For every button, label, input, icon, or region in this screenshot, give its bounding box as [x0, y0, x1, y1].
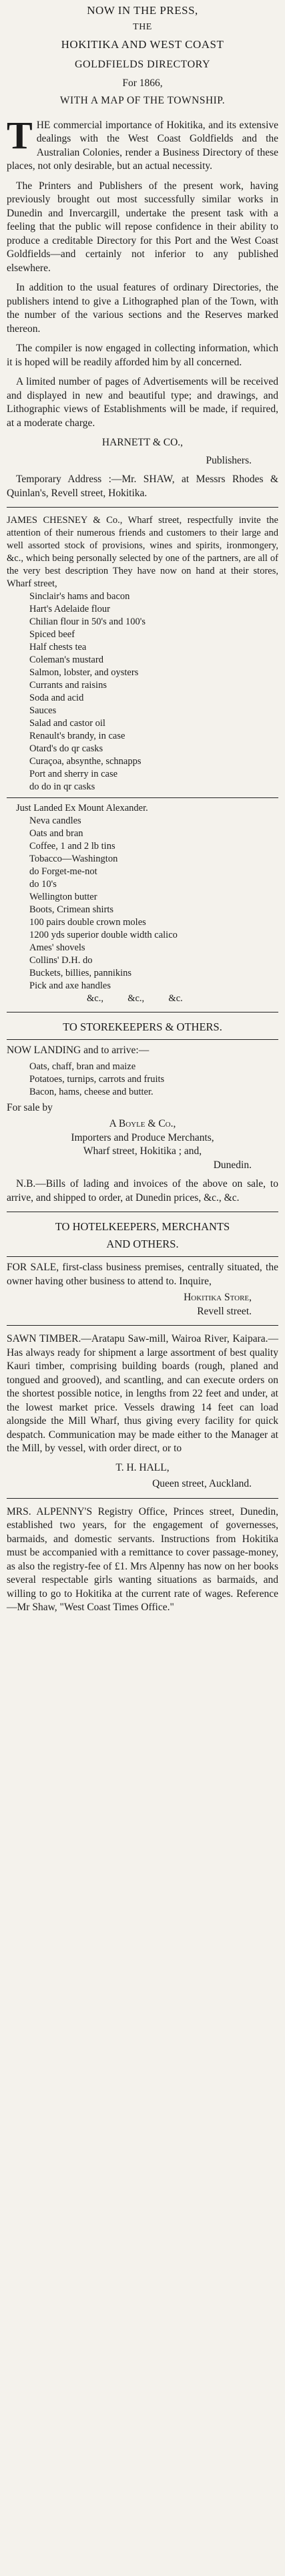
landed-item: Oats and bran: [29, 828, 83, 839]
landed-item: Coffee, 1 and 2 lb tins: [29, 841, 115, 852]
chesney-landed-list: [29, 815, 278, 992]
landed-item: Boots, Crimean shirts: [29, 904, 114, 915]
publisher-role: Publishers.: [206, 454, 252, 466]
temporary-address: Temporary Address :—Mr. SHAW, at Messrs Rhodes & Quinlan's, Revell street, Hokitika.: [7, 474, 278, 499]
landed-item: do 10's: [29, 879, 57, 890]
directory-advertisement: [7, 3, 278, 500]
landed-item: do Forget-me-not: [29, 866, 97, 877]
timber-advertisement: [7, 1332, 278, 1491]
landed-item: 1200 yds superior double width calico: [29, 930, 178, 940]
landed-item: Neva candles: [29, 815, 81, 826]
stock-item: Chilian flour in 50's and 100's: [29, 616, 146, 627]
stock-item: Otard's do qr casks: [29, 743, 103, 754]
et-cetera: &c., &c., &c.: [87, 993, 183, 1004]
produce-item: Potatoes, turnips, carrots and fruits: [29, 1073, 165, 1085]
stock-item: Half chests tea: [29, 642, 87, 653]
directory-paragraph-5: A limited number of pages of Advertisements will be received and displayed in new and beautiful type; and drawings, and Lithographic views of Establishments will be made, if required, at a moderate charge.: [7, 376, 278, 429]
hotelkeepers-advertisement: [7, 1219, 278, 1318]
storekeepers-heading: TO STOREKEEPERS & OTHERS.: [63, 1021, 222, 1033]
stock-item: Soda and acid: [29, 693, 84, 703]
directory-paragraph-1: [7, 113, 278, 174]
directory-paragraph-2: The Printers and Publishers of the present work, having previously brought out most successfully similar works in Dunedin and Invercargill, undertake the present task with a feeling that the public will repose confidence in their ability to produce a creditable Directory for this Port and the West Coast Goldfields—and certainly not inferior to any published elsewhere.: [7, 180, 278, 274]
landed-item: Tobacco—Washington: [29, 854, 118, 864]
press-notice: NOW IN THE PRESS,: [87, 4, 198, 17]
hotelkeepers-heading-1: TO HOTELKEEPERS, MERCHANTS: [55, 1220, 230, 1233]
stock-item: do do in qr casks: [29, 781, 95, 792]
boyle-city: Dunedin.: [213, 1159, 252, 1171]
divider: [7, 1256, 278, 1257]
directory-title-line1: HOKITIKA AND WEST COAST: [61, 37, 224, 51]
stock-item: Curaçoa, absynthe, schnapps: [29, 756, 141, 767]
revell-street: Revell street.: [197, 1305, 252, 1317]
hall-name: T. H. HALL,: [115, 1461, 170, 1473]
stock-item: Spiced beef: [29, 629, 75, 640]
stock-item: Coleman's mustard: [29, 655, 103, 665]
divider: [7, 1498, 278, 1499]
boyle-address: Wharf street, Hokitika ; and,: [83, 1145, 202, 1157]
stock-item: Port and sherry in case: [29, 769, 118, 779]
produce-list: [29, 1061, 278, 1099]
stock-item: Salad and castor oil: [29, 718, 105, 729]
bills-note: N.B.—Bills of lading and invoices of the above on sale, to arrive, and shipped to order, at Dunedin prices, &c., &c.: [7, 1178, 278, 1204]
directory-year: For 1866,: [122, 77, 163, 89]
hokitika-store: Hokitika Store,: [184, 1292, 252, 1303]
directory-paragraph-3: In addition to the usual features of ordinary Directories, the publishers intend to give a Lithographed plan of the Town, with the number of the various sections and the Reserves marked thereon.: [7, 282, 278, 335]
article-the: THE: [133, 22, 152, 32]
directory-paragraph-4: The compiler is now engaged in collecting information, which it is hoped will be readily afforded him by all concerned.: [7, 343, 278, 368]
directory-title-line2: GOLDFIELDS DIRECTORY: [74, 58, 211, 70]
directory-map-note: WITH A MAP OF THE TOWNSHIP.: [59, 95, 226, 106]
registry-body: MRS. ALPENNY'S Registry Office, Princes street, Dunedin, established two years, for the engagement of governesses, barmaids, and domestic servants. Instructions from Hokitika must be accompanied with a remittance to cover passage-money, as also the registry-fee of £1. Mrs Alpenny has now on her books several respectable girls wanting situations as barmaids, and willing to go to Hokitika at the current rate of wages. Reference—Mr Shaw, "West Coast Times Office.": [7, 1505, 278, 1613]
premises-body: FOR SALE, first-class business premises, centrally situated, the owner having other business to attend to. Inquire,: [7, 1262, 278, 1287]
chesney-advertisement: [7, 514, 278, 1005]
boyle-name: A Boyle & Co.,: [109, 1118, 176, 1129]
produce-item: Oats, chaff, bran and maize: [29, 1061, 136, 1072]
drop-cap: T: [7, 113, 33, 157]
stock-item: Sinclair's hams and bacon: [29, 591, 130, 602]
registry-advertisement: [7, 1505, 278, 1615]
hall-address: Queen street, Auckland.: [152, 1478, 252, 1489]
divider: [7, 1325, 278, 1326]
stock-item: Currants and raisins: [29, 680, 107, 691]
stock-item: Salmon, lobster, and oysters: [29, 667, 139, 678]
stock-item: Sauces: [29, 705, 57, 716]
timber-body: SAWN TIMBER.—Aratapu Saw-mill, Wairoa River, Kaipara.—Has always ready for shipment a large assortment of best quality Kauri timber, comprising building boards (rough, planed and tongued and grooved), and scantling, and can execute orders on the shortest possible notice, in lengths from 22 feet and under, at the lowest market price. Vessels drawing 14 feet can load alongside the Mill Wharf, thus giving every facility for quick despatch. Communication may be made either to the Manager at the Mill, by vessel, with order direct, or to: [7, 1333, 278, 1454]
landed-item: Collins' D.H. do: [29, 955, 93, 966]
produce-item: Bacon, hams, cheese and butter.: [29, 1086, 154, 1097]
directory-paragraph-1-text: HE commercial importance of Hokitika, and its extensive dealings with the West Coast Goldfields and the Australian Colonies, render a Business Directory of these places, not only desirable, but an actual necessity.: [7, 119, 278, 172]
chesney-stock-list: [29, 590, 278, 793]
landed-item: Ames' shovels: [29, 942, 85, 953]
boyle-role: Importers and Produce Merchants,: [71, 1131, 214, 1143]
publisher-name: HARNETT & CO.,: [101, 437, 184, 448]
stock-item: Hart's Adelaide flour: [29, 604, 110, 614]
landed-item: Wellington butter: [29, 892, 97, 902]
for-sale-by: For sale by: [7, 1101, 53, 1113]
divider: [7, 507, 278, 508]
storekeepers-advertisement: [7, 1019, 278, 1205]
hotelkeepers-heading-2: AND OTHERS.: [106, 1238, 179, 1250]
landing-intro: NOW LANDING and to arrive:—: [7, 1045, 150, 1056]
divider: [7, 1012, 278, 1013]
landed-item: 100 pairs double crown moles: [29, 917, 146, 928]
divider: [7, 1039, 278, 1040]
landed-item: Buckets, billies, pannikins: [29, 968, 132, 978]
stock-item: Renault's brandy, in case: [29, 731, 125, 741]
divider: [7, 797, 278, 798]
landed-item: Pick and axe handles: [29, 980, 111, 991]
landed-heading: Just Landed Ex Mount Alexander.: [16, 803, 148, 813]
chesney-intro: JAMES CHESNEY & Co., Wharf street, respectfully invite the attention of their numerous friends and customers to their large and well assorted stock of provisions, wines and spirits, ironmongery, &c., which being personally selected by one of the partners, are all of the very best description They have now on hand at their stores, Wharf street,: [7, 515, 278, 589]
